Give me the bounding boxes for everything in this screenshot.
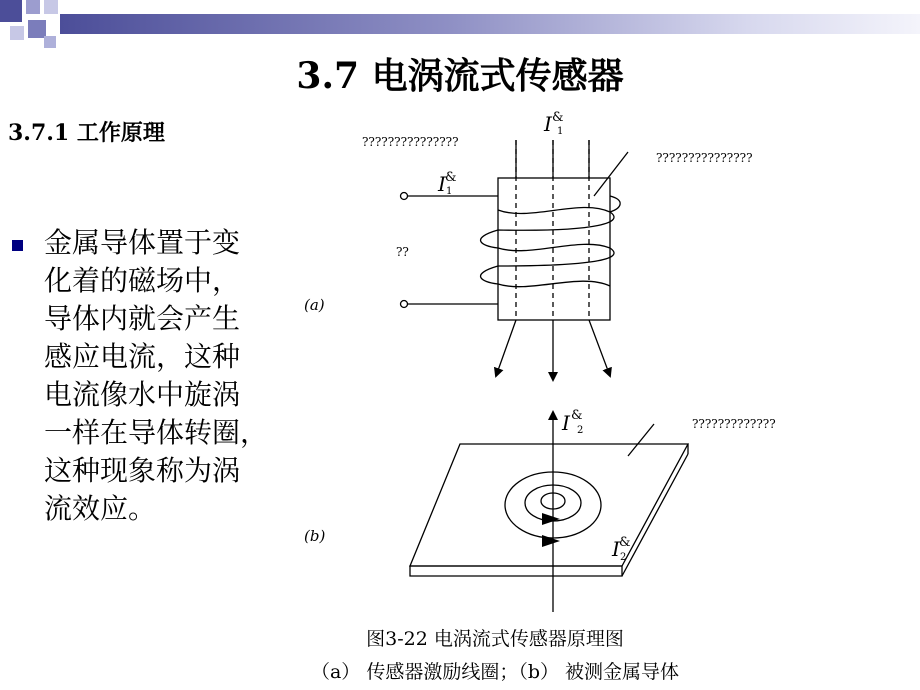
coil-core: [498, 178, 610, 320]
conductor-plate-edge: [410, 566, 622, 576]
conductor-plate-edge: [622, 454, 688, 576]
label-b: (b): [304, 527, 326, 545]
label-a: (a): [304, 296, 325, 314]
figure-subcaption-text: （a） 传感器激励线圈；（b） 被测金属导体: [310, 661, 680, 683]
symbol-i2-plate-letter: I: [612, 537, 620, 561]
eddy-arrowhead: [542, 513, 560, 525]
bullet-line: 化着的磁场中，: [44, 264, 241, 297]
eddy-arrowhead: [542, 535, 560, 547]
label-left-mid: ??: [396, 245, 409, 259]
label-top-left: ???????????????: [362, 135, 459, 149]
bullet-line: 金属导体置于变: [44, 226, 241, 259]
coil-winding: [481, 207, 614, 286]
bullet-line: 感应电流，这种: [44, 340, 241, 373]
slide-title: 3.7 电涡流式传感器: [296, 55, 624, 97]
bullet-line: 一样在导体转圈，: [44, 416, 269, 449]
bullet-line: 电流像水中旋涡: [44, 378, 241, 411]
symbol-i1-coil-dot: &: [445, 170, 457, 185]
leader-line: [628, 424, 654, 456]
symbol-i2-sub: 2: [577, 425, 584, 436]
label-top-right: ???????????????: [656, 151, 753, 165]
bullet-line: 导体内就会产生: [44, 302, 241, 335]
figure-subcaption: [0, 657, 920, 684]
leader-line: [594, 152, 628, 196]
symbol-i2-letter: I: [562, 411, 570, 435]
symbol-i2-plate-dot: &: [619, 535, 631, 550]
symbol-i2-dot: &: [571, 408, 583, 423]
symbol-i1-coil-letter: I: [438, 172, 446, 196]
terminal: [401, 193, 408, 200]
symbol-i1-dot: &: [552, 110, 564, 125]
symbol-i1-coil-sub: 1: [446, 186, 453, 197]
bullet-line: 这种现象称为涡: [44, 454, 241, 487]
terminal: [401, 301, 408, 308]
conductor-plate: [410, 444, 688, 566]
field-arrow: [589, 320, 610, 376]
subsection-heading: 3.7.1 工作原理: [8, 120, 165, 146]
symbol-i1-letter: I: [544, 112, 552, 136]
symbol-i1-sub: 1: [557, 126, 564, 137]
label-bottom-right: ?????????????: [692, 417, 776, 431]
coil-winding: [610, 196, 620, 212]
symbol-i2-plate-sub: 2: [620, 552, 627, 563]
field-arrow: [496, 320, 516, 376]
bullet-line: 流效应。: [44, 492, 157, 525]
figure-caption: 图3-22 电涡流式传感器原理图: [366, 628, 624, 650]
